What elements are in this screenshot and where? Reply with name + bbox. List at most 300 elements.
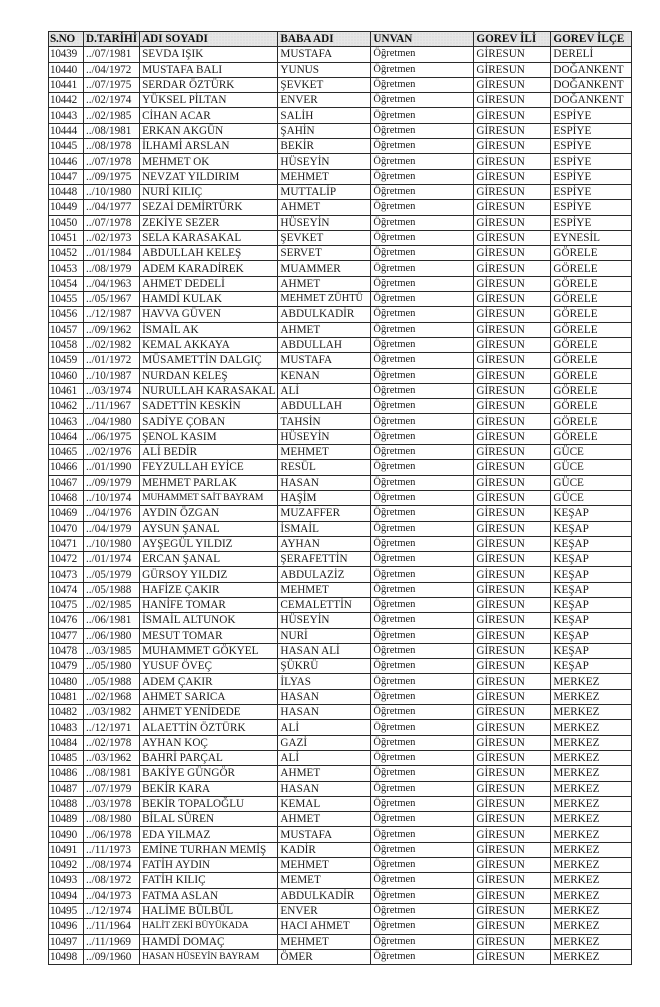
header-district: GOREV İLÇE: [551, 32, 632, 47]
cell-full-name: İLHAMİ ARSLAN: [140, 139, 278, 154]
cell-father-name: ÖMER: [278, 949, 371, 964]
cell-father-name: MEHMET: [278, 169, 371, 184]
cell-father-name: ŞÜKRÜ: [278, 659, 371, 674]
cell-city: GİRESUN: [474, 506, 551, 521]
cell-sno: 10492: [49, 858, 84, 873]
cell-birth-date: ../07/1975: [84, 77, 140, 92]
cell-full-name: MUHAMMET SAİT BAYRAM: [140, 490, 278, 505]
cell-father-name: AHMET: [278, 322, 371, 337]
cell-city: GİRESUN: [474, 475, 551, 490]
cell-birth-date: ../04/1972: [84, 62, 140, 77]
cell-sno: 10440: [49, 62, 84, 77]
cell-birth-date: ../03/1962: [84, 750, 140, 765]
cell-father-name: ABDULLAH: [278, 399, 371, 414]
cell-title: Öğretmen: [371, 720, 474, 735]
cell-title: Öğretmen: [371, 582, 474, 597]
cell-district: GÜCE: [551, 460, 632, 475]
table-row: [49, 536, 632, 551]
cell-title: Öğretmen: [371, 949, 474, 964]
cell-sno: 10450: [49, 215, 84, 230]
cell-city: GİRESUN: [474, 460, 551, 475]
table-row: [49, 827, 632, 842]
cell-title: Öğretmen: [371, 919, 474, 934]
cell-title: Öğretmen: [371, 643, 474, 658]
cell-city: GİRESUN: [474, 903, 551, 918]
cell-district: MERKEZ: [551, 735, 632, 750]
cell-full-name: MEHMET OK: [140, 154, 278, 169]
cell-title: Öğretmen: [371, 169, 474, 184]
cell-title: Öğretmen: [371, 292, 474, 307]
cell-sno: 10479: [49, 659, 84, 674]
cell-birth-date: ../09/1962: [84, 322, 140, 337]
cell-title: Öğretmen: [371, 812, 474, 827]
cell-sno: 10495: [49, 903, 84, 918]
cell-birth-date: ../07/1978: [84, 154, 140, 169]
table-row: [49, 276, 632, 291]
cell-title: Öğretmen: [371, 659, 474, 674]
table-row: [49, 261, 632, 276]
cell-birth-date: ../07/1981: [84, 47, 140, 62]
cell-title: Öğretmen: [371, 934, 474, 949]
cell-full-name: AYSUN ŞANAL: [140, 521, 278, 536]
cell-full-name: ŞENOL KASIM: [140, 429, 278, 444]
cell-full-name: KEMAL AKKAYA: [140, 337, 278, 352]
cell-full-name: FATİH KILIÇ: [140, 873, 278, 888]
cell-birth-date: ../11/1969: [84, 934, 140, 949]
cell-birth-date: ../08/1981: [84, 766, 140, 781]
cell-district: GÖRELE: [551, 337, 632, 352]
cell-title: Öğretmen: [371, 613, 474, 628]
cell-district: GÖRELE: [551, 368, 632, 383]
cell-father-name: GAZİ: [278, 735, 371, 750]
cell-city: GİRESUN: [474, 842, 551, 857]
cell-sno: 10463: [49, 414, 84, 429]
table-row: [49, 689, 632, 704]
cell-sno: 10454: [49, 276, 84, 291]
cell-sno: 10494: [49, 888, 84, 903]
cell-birth-date: ../04/1977: [84, 200, 140, 215]
cell-birth-date: ../06/1978: [84, 827, 140, 842]
cell-sno: 10457: [49, 322, 84, 337]
cell-father-name: BEKİR: [278, 139, 371, 154]
cell-city: GİRESUN: [474, 337, 551, 352]
table-row: [49, 597, 632, 612]
cell-title: Öğretmen: [371, 368, 474, 383]
cell-father-name: ŞEVKET: [278, 77, 371, 92]
cell-sno: 10483: [49, 720, 84, 735]
cell-birth-date: ../08/1972: [84, 873, 140, 888]
cell-full-name: NURİ KILIÇ: [140, 184, 278, 199]
cell-father-name: AYHAN: [278, 536, 371, 551]
cell-district: MERKEZ: [551, 766, 632, 781]
cell-city: GİRESUN: [474, 888, 551, 903]
cell-district: MERKEZ: [551, 858, 632, 873]
cell-district: MERKEZ: [551, 949, 632, 964]
table-row: [49, 552, 632, 567]
cell-full-name: GÜRSOY YILDIZ: [140, 567, 278, 582]
cell-sno: 10491: [49, 842, 84, 857]
table-row: [49, 705, 632, 720]
cell-title: Öğretmen: [371, 506, 474, 521]
table-row: [49, 77, 632, 92]
cell-title: Öğretmen: [371, 154, 474, 169]
cell-title: Öğretmen: [371, 460, 474, 475]
table-row: [49, 903, 632, 918]
cell-sno: 10471: [49, 536, 84, 551]
cell-birth-date: ../02/1974: [84, 93, 140, 108]
cell-sno: 10455: [49, 292, 84, 307]
cell-father-name: KADİR: [278, 842, 371, 857]
cell-city: GİRESUN: [474, 766, 551, 781]
table-row: [49, 399, 632, 414]
cell-district: MERKEZ: [551, 842, 632, 857]
cell-father-name: MEHMET: [278, 934, 371, 949]
cell-city: GİRESUN: [474, 919, 551, 934]
cell-district: GÖRELE: [551, 276, 632, 291]
table-row: [49, 659, 632, 674]
cell-title: Öğretmen: [371, 445, 474, 460]
cell-sno: 10473: [49, 567, 84, 582]
cell-district: MERKEZ: [551, 903, 632, 918]
cell-father-name: HÜSEYİN: [278, 154, 371, 169]
cell-city: GİRESUN: [474, 490, 551, 505]
cell-city: GİRESUN: [474, 445, 551, 460]
cell-city: GİRESUN: [474, 414, 551, 429]
table-header-row: [49, 32, 632, 47]
cell-title: Öğretmen: [371, 705, 474, 720]
cell-birth-date: ../02/1978: [84, 735, 140, 750]
cell-city: GİRESUN: [474, 62, 551, 77]
cell-title: Öğretmen: [371, 873, 474, 888]
cell-full-name: ALİ BEDİR: [140, 445, 278, 460]
cell-city: GİRESUN: [474, 307, 551, 322]
cell-district: KEŞAP: [551, 659, 632, 674]
cell-full-name: AYHAN KOÇ: [140, 735, 278, 750]
cell-title: Öğretmen: [371, 766, 474, 781]
cell-city: GİRESUN: [474, 47, 551, 62]
cell-sno: 10460: [49, 368, 84, 383]
cell-district: KEŞAP: [551, 506, 632, 521]
cell-city: GİRESUN: [474, 934, 551, 949]
cell-district: DOĞANKENT: [551, 77, 632, 92]
cell-title: Öğretmen: [371, 276, 474, 291]
cell-district: GÖRELE: [551, 322, 632, 337]
cell-full-name: ADEM ÇAKIR: [140, 674, 278, 689]
cell-birth-date: ../03/1974: [84, 383, 140, 398]
cell-district: KEŞAP: [551, 552, 632, 567]
cell-father-name: ŞERAFETTİN: [278, 552, 371, 567]
cell-full-name: HAMDİ DOMAÇ: [140, 934, 278, 949]
cell-district: KEŞAP: [551, 582, 632, 597]
cell-full-name: ERCAN ŞANAL: [140, 552, 278, 567]
cell-full-name: SEZAİ DEMİRTÜRK: [140, 200, 278, 215]
cell-birth-date: ../10/1980: [84, 536, 140, 551]
cell-city: GİRESUN: [474, 399, 551, 414]
header-city: GOREV İLİ: [474, 32, 551, 47]
cell-sno: 10453: [49, 261, 84, 276]
cell-birth-date: ../03/1982: [84, 705, 140, 720]
cell-birth-date: ../01/1972: [84, 353, 140, 368]
table-row: [49, 643, 632, 658]
table-row: [49, 108, 632, 123]
cell-full-name: ALAETTİN ÖZTÜRK: [140, 720, 278, 735]
cell-district: GÖRELE: [551, 353, 632, 368]
cell-sno: 10446: [49, 154, 84, 169]
cell-district: DOĞANKENT: [551, 93, 632, 108]
cell-title: Öğretmen: [371, 184, 474, 199]
table-row: [49, 506, 632, 521]
cell-district: KEŞAP: [551, 536, 632, 551]
header-title: UNVAN: [371, 32, 474, 47]
cell-sno: 10445: [49, 139, 84, 154]
cell-city: GİRESUN: [474, 720, 551, 735]
table-row: [49, 873, 632, 888]
cell-title: Öğretmen: [371, 383, 474, 398]
cell-city: GİRESUN: [474, 781, 551, 796]
cell-sno: 10448: [49, 184, 84, 199]
cell-birth-date: ../03/1978: [84, 796, 140, 811]
cell-birth-date: ../08/1974: [84, 858, 140, 873]
cell-full-name: BAHRİ PARÇAL: [140, 750, 278, 765]
cell-father-name: MEHMET: [278, 445, 371, 460]
cell-title: Öğretmen: [371, 858, 474, 873]
cell-title: Öğretmen: [371, 490, 474, 505]
cell-sno: 10465: [49, 445, 84, 460]
cell-birth-date: ../02/1985: [84, 597, 140, 612]
table-row: [49, 888, 632, 903]
cell-district: ESPİYE: [551, 123, 632, 138]
cell-full-name: MESUT TOMAR: [140, 628, 278, 643]
table-row: [49, 93, 632, 108]
cell-full-name: SADETTİN KESKİN: [140, 399, 278, 414]
cell-title: Öğretmen: [371, 139, 474, 154]
cell-sno: 10462: [49, 399, 84, 414]
cell-city: GİRESUN: [474, 674, 551, 689]
cell-city: GİRESUN: [474, 368, 551, 383]
table-row: [49, 169, 632, 184]
cell-district: DOĞANKENT: [551, 62, 632, 77]
cell-city: GİRESUN: [474, 200, 551, 215]
cell-district: MERKEZ: [551, 781, 632, 796]
cell-city: GİRESUN: [474, 735, 551, 750]
cell-title: Öğretmen: [371, 77, 474, 92]
cell-full-name: HASAN HÜSEYİN BAYRAM: [140, 949, 278, 964]
cell-city: GİRESUN: [474, 796, 551, 811]
cell-title: Öğretmen: [371, 429, 474, 444]
table-row: [49, 858, 632, 873]
cell-title: Öğretmen: [371, 475, 474, 490]
cell-title: Öğretmen: [371, 261, 474, 276]
cell-sno: 10443: [49, 108, 84, 123]
cell-father-name: HASAN: [278, 781, 371, 796]
cell-father-name: ABDULAZİZ: [278, 567, 371, 582]
cell-birth-date: ../05/1988: [84, 674, 140, 689]
cell-full-name: HAFİZE ÇAKIR: [140, 582, 278, 597]
cell-district: ESPİYE: [551, 200, 632, 215]
table-row: [49, 521, 632, 536]
cell-full-name: AHMET DEDELİ: [140, 276, 278, 291]
cell-birth-date: ../08/1978: [84, 139, 140, 154]
table-row: [49, 47, 632, 62]
cell-district: ESPİYE: [551, 139, 632, 154]
table-row: [49, 383, 632, 398]
cell-birth-date: ../02/1973: [84, 230, 140, 245]
cell-full-name: SEVDA IŞIK: [140, 47, 278, 62]
cell-full-name: HAMDİ KULAK: [140, 292, 278, 307]
cell-district: MERKEZ: [551, 720, 632, 735]
cell-district: GÖRELE: [551, 292, 632, 307]
cell-district: ESPİYE: [551, 184, 632, 199]
cell-city: GİRESUN: [474, 123, 551, 138]
cell-father-name: SERVET: [278, 246, 371, 261]
cell-title: Öğretmen: [371, 567, 474, 582]
cell-sno: 10477: [49, 628, 84, 643]
table-row: [49, 934, 632, 949]
cell-birth-date: ../01/1984: [84, 246, 140, 261]
cell-father-name: HASAN: [278, 689, 371, 704]
cell-district: MERKEZ: [551, 796, 632, 811]
cell-birth-date: ../09/1960: [84, 949, 140, 964]
cell-title: Öğretmen: [371, 230, 474, 245]
cell-full-name: NEVZAT YILDIRIM: [140, 169, 278, 184]
cell-full-name: SELA KARASAKAL: [140, 230, 278, 245]
cell-city: GİRESUN: [474, 597, 551, 612]
cell-district: MERKEZ: [551, 705, 632, 720]
cell-birth-date: ../12/1971: [84, 720, 140, 735]
cell-city: GİRESUN: [474, 613, 551, 628]
cell-city: GİRESUN: [474, 215, 551, 230]
cell-title: Öğretmen: [371, 337, 474, 352]
cell-title: Öğretmen: [371, 888, 474, 903]
cell-city: GİRESUN: [474, 659, 551, 674]
cell-father-name: ABDULKADİR: [278, 888, 371, 903]
cell-city: GİRESUN: [474, 628, 551, 643]
cell-birth-date: ../01/1990: [84, 460, 140, 475]
cell-title: Öğretmen: [371, 62, 474, 77]
cell-city: GİRESUN: [474, 812, 551, 827]
cell-full-name: HANİFE TOMAR: [140, 597, 278, 612]
cell-district: KEŞAP: [551, 643, 632, 658]
table-row: [49, 582, 632, 597]
cell-father-name: YUNUS: [278, 62, 371, 77]
cell-birth-date: ../09/1979: [84, 475, 140, 490]
cell-father-name: ALİ: [278, 383, 371, 398]
cell-district: MERKEZ: [551, 919, 632, 934]
cell-sno: 10451: [49, 230, 84, 245]
cell-father-name: KEMAL: [278, 796, 371, 811]
cell-city: GİRESUN: [474, 689, 551, 704]
cell-full-name: SERDAR ÖZTÜRK: [140, 77, 278, 92]
cell-district: GÖRELE: [551, 246, 632, 261]
cell-sno: 10449: [49, 200, 84, 215]
cell-title: Öğretmen: [371, 536, 474, 551]
cell-sno: 10447: [49, 169, 84, 184]
cell-full-name: BAKİYE GÜNGÖR: [140, 766, 278, 781]
cell-title: Öğretmen: [371, 521, 474, 536]
cell-city: GİRESUN: [474, 154, 551, 169]
table-row: [49, 200, 632, 215]
cell-birth-date: ../03/1985: [84, 643, 140, 658]
cell-city: GİRESUN: [474, 93, 551, 108]
cell-father-name: TAHSİN: [278, 414, 371, 429]
cell-city: GİRESUN: [474, 521, 551, 536]
cell-full-name: AYDIN ÖZGAN: [140, 506, 278, 521]
table-row: [49, 353, 632, 368]
cell-title: Öğretmen: [371, 903, 474, 918]
table-row: [49, 292, 632, 307]
cell-sno: 10441: [49, 77, 84, 92]
table-row: [49, 460, 632, 475]
cell-full-name: İSMAİL AK: [140, 322, 278, 337]
cell-birth-date: ../06/1975: [84, 429, 140, 444]
cell-district: GÜCE: [551, 490, 632, 505]
cell-birth-date: ../04/1973: [84, 888, 140, 903]
cell-full-name: YUSUF ÖVEÇ: [140, 659, 278, 674]
cell-title: Öğretmen: [371, 689, 474, 704]
header-sno: S.NO: [49, 32, 84, 47]
table-row: [49, 307, 632, 322]
cell-title: Öğretmen: [371, 307, 474, 322]
cell-title: Öğretmen: [371, 215, 474, 230]
cell-father-name: MUTTALİP: [278, 184, 371, 199]
cell-city: GİRESUN: [474, 536, 551, 551]
table-row: [49, 674, 632, 689]
cell-father-name: RESÜL: [278, 460, 371, 475]
cell-father-name: NURİ: [278, 628, 371, 643]
cell-father-name: ABDULKADİR: [278, 307, 371, 322]
cell-full-name: HALİT ZEKİ BÜYÜKADA: [140, 919, 278, 934]
cell-full-name: BEKİR KARA: [140, 781, 278, 796]
cell-sno: 10480: [49, 674, 84, 689]
cell-district: KEŞAP: [551, 597, 632, 612]
cell-title: Öğretmen: [371, 827, 474, 842]
cell-city: GİRESUN: [474, 230, 551, 245]
cell-full-name: BİLAL SÜREN: [140, 812, 278, 827]
cell-sno: 10439: [49, 47, 84, 62]
cell-city: GİRESUN: [474, 246, 551, 261]
cell-birth-date: ../04/1976: [84, 506, 140, 521]
cell-father-name: ŞEVKET: [278, 230, 371, 245]
cell-full-name: İSMAİL ALTUNOK: [140, 613, 278, 628]
cell-full-name: FEYZULLAH EYİCE: [140, 460, 278, 475]
cell-district: EYNESİL: [551, 230, 632, 245]
cell-title: Öğretmen: [371, 842, 474, 857]
cell-birth-date: ../08/1980: [84, 812, 140, 827]
table-row: [49, 139, 632, 154]
cell-title: Öğretmen: [371, 414, 474, 429]
cell-father-name: HASAN: [278, 705, 371, 720]
cell-city: GİRESUN: [474, 858, 551, 873]
cell-father-name: MUZAFFER: [278, 506, 371, 521]
table-row: [49, 720, 632, 735]
cell-sno: 10485: [49, 750, 84, 765]
cell-birth-date: ../04/1980: [84, 414, 140, 429]
cell-birth-date: ../05/1980: [84, 659, 140, 674]
cell-birth-date: ../09/1975: [84, 169, 140, 184]
cell-district: KEŞAP: [551, 628, 632, 643]
cell-title: Öğretmen: [371, 246, 474, 261]
cell-title: Öğretmen: [371, 123, 474, 138]
cell-father-name: MEHMET: [278, 582, 371, 597]
table-body: [49, 47, 632, 965]
cell-full-name: SADİYE ÇOBAN: [140, 414, 278, 429]
table-row: [49, 796, 632, 811]
cell-district: MERKEZ: [551, 888, 632, 903]
cell-birth-date: ../05/1988: [84, 582, 140, 597]
table-row: [49, 414, 632, 429]
cell-birth-date: ../08/1981: [84, 123, 140, 138]
table-row: [49, 445, 632, 460]
